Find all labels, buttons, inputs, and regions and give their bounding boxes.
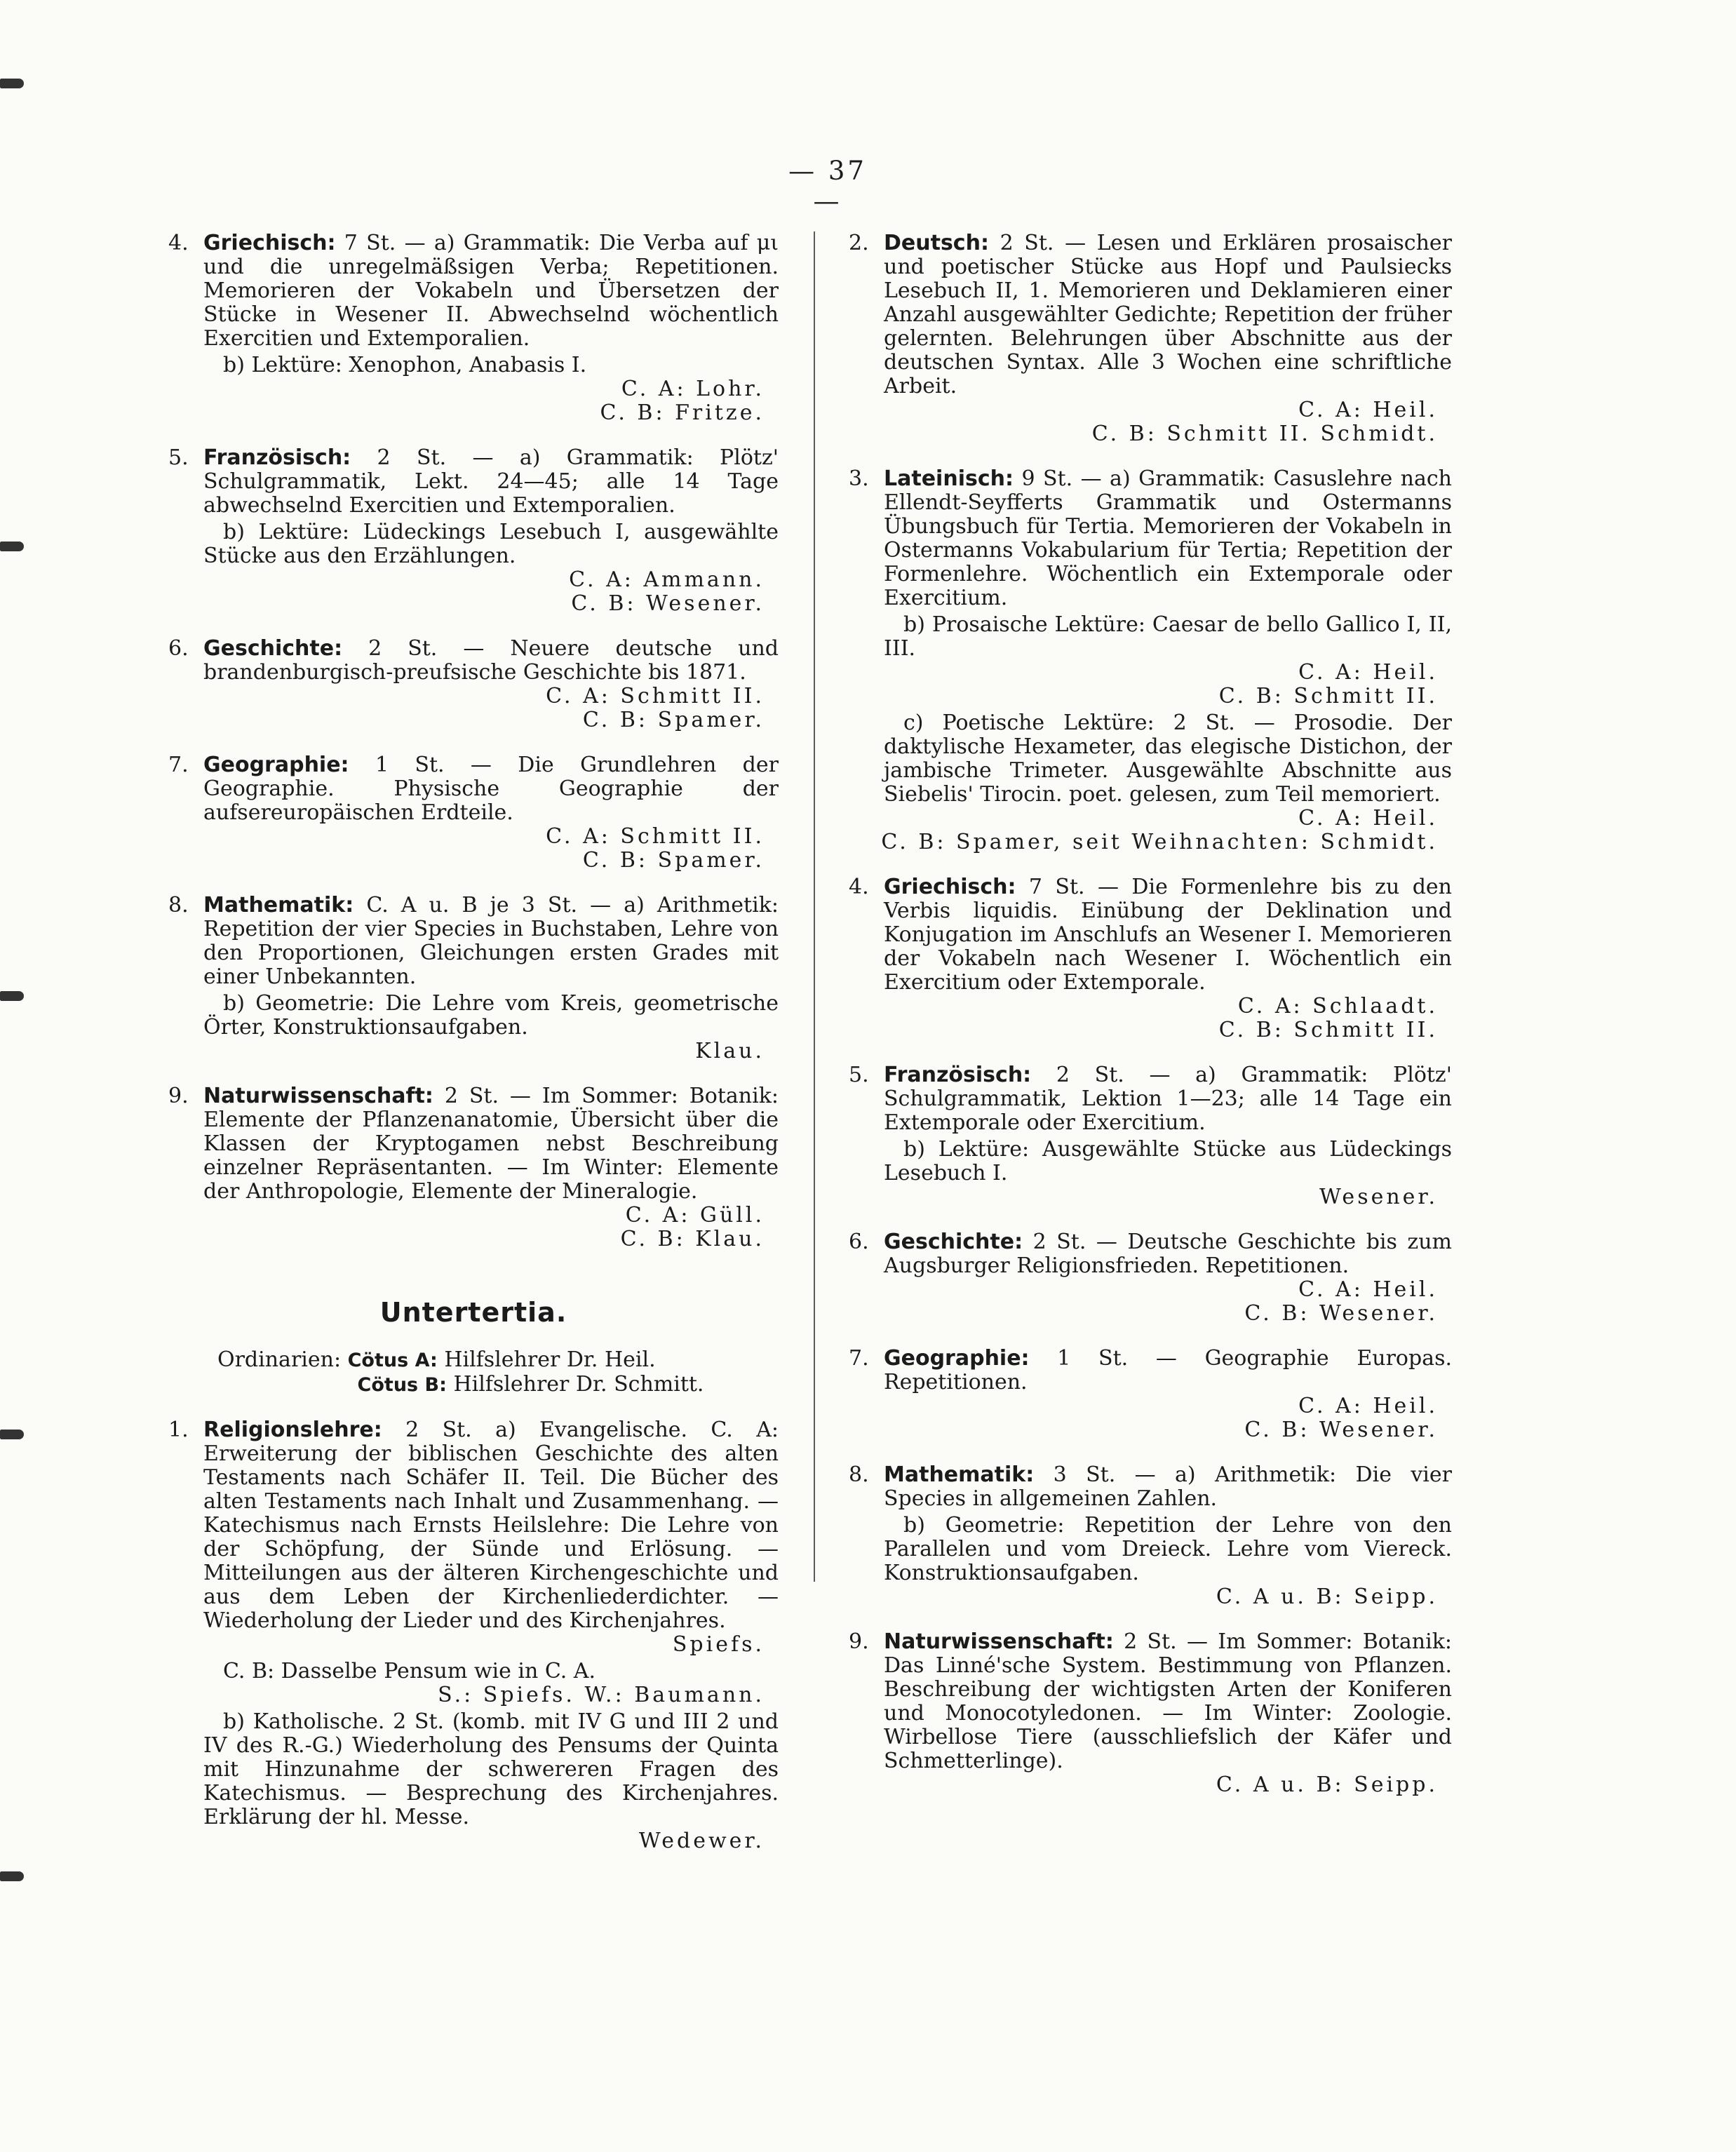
teacher-signature: C. A u. B: Seipp. (1216, 1585, 1438, 1609)
subject-entry (849, 1347, 1452, 1442)
teacher-signature: C. A: Heil. (1298, 1277, 1438, 1302)
entry-number: 1. (168, 1418, 189, 1442)
teacher-signature: C. A: Schmitt II. (546, 824, 765, 849)
left-entries (168, 231, 779, 1251)
subject-entry (168, 446, 779, 616)
entry-text: 2 St. — Deutsche Geschichte bis zum Augsburger Religionsfrieden. Repetitionen. (884, 1230, 1452, 1278)
entry-subparagraph: b) Prosaische Lektüre: Caesar de bello Gallico I, II, III. (884, 612, 1452, 661)
entry-head (849, 231, 1452, 398)
entry-subject: Geschichte: (203, 636, 343, 661)
subject-entry (849, 1230, 1452, 1326)
entry-head (849, 467, 1452, 610)
entry-head (168, 231, 779, 351)
entry-head (849, 1463, 1452, 1511)
entry-subject: Lateinisch: (884, 466, 1014, 491)
cotus-b-name: Hilfslehrer Dr. Schmitt. (453, 1372, 704, 1397)
cotus-a-label: Cötus A: (347, 1350, 438, 1371)
entry-subject: Mathematik: (203, 893, 354, 917)
page-number: — 37 — (788, 156, 867, 216)
entry-head (849, 1230, 1452, 1278)
entry-head (168, 1084, 779, 1204)
subject-entry (168, 231, 779, 425)
teacher-signature: Spiefs. (672, 1632, 765, 1657)
right-entries (849, 231, 1452, 1797)
entry-text: 7 St. — a) Grammatik: Die Verba auf μι und die unregelmäßsigen Verba; Repetitionen. Memorieren der Vokabeln und Übersetzen der Stücke in Wesener II. Abwechselnd wöchentlich Exercitien und Extemporalien. (203, 231, 779, 351)
teacher-signature: C. B: Klau. (620, 1227, 765, 1251)
entry-text: 1 St. — Geographie Europas. Repetitionen. (884, 1346, 1452, 1394)
entry-head (849, 875, 1452, 995)
ordinarien-line-b (168, 1373, 779, 1397)
entry-subject: Geschichte: (884, 1230, 1023, 1254)
entry-subparagraph: b) Lektüre: Lüdeckings Lesebuch I, ausgewählte Stücke aus den Erzählungen. (203, 520, 779, 568)
entry-subject: Geographie: (884, 1346, 1030, 1371)
entry-text: 2 St. — a) Grammatik: Plötz' Schulgrammatik, Lekt. 24—45; alle 14 Tage abwechselnd Exercitien und Extemporalien. (203, 445, 779, 518)
subject-entry (849, 1630, 1452, 1797)
entry-text: 7 St. — Die Formenlehre bis zu den Verbis liquidis. Einübung der Deklination und Konjugation im Anschlufs an Wesener I. Memorieren der Vokabeln nach Wesener I. Wöchentlich ein Exercitium oder Extemporale. (884, 875, 1452, 995)
entry-text: 2 St. — Lesen und Erklären prosaischer und poetischer Stücke aus Hopf und Paulsiecks Lesebuch II, 1. Memorieren und Deklamieren einer Anzahl ausgewählter Gedichte; Repetition der früher gelernten. Belehrungen über Abschnitte aus der deutschen Syntax. Alle 3 Wochen eine schriftliche Arbeit. (884, 231, 1452, 398)
entry-subparagraph: b) Geometrie: Die Lehre vom Kreis, geometrische Örter, Konstruktionsaufgaben. (203, 991, 779, 1040)
teacher-signature: C. B: Wesener. (571, 591, 765, 616)
binding-mark (0, 542, 24, 551)
teacher-signature: Wedewer. (638, 1829, 765, 1853)
entry-text: 2 St. a) Evangelische. C. A: Erweiterung der biblischen Geschichte des alten Testaments nach Schäfer II. Teil. Die Bücher des alten Testaments nach Inhalt und Zusammenhang. — Katechismus nach Ernsts Heilslehre: Die Lehre von der Schöpfung, der Sünde und Erlösung. — Mitteilungen aus der älteren Kirchengeschichte und aus dem Leben der Kirchenliederdichter. — Wiederholung der Lieder und des Kirchenjahres. (203, 1418, 779, 1633)
entry-text: C. A u. B je 3 St. — a) Arithmetik: Repetition der vier Species in Buchstaben, Lehre von den Proportionen, Gleichungen ersten Grades mit einer Unbekannten. (203, 893, 779, 989)
teacher-signature: C. A: Güll. (625, 1203, 765, 1228)
entry-subparagraph: b) Geometrie: Repetition der Lehre von den Parallelen und vom Dreieck. Lehre vom Viereck. Konstruktionsaufgaben. (884, 1513, 1452, 1585)
entry-subject: Griechisch: (884, 875, 1016, 899)
entry-text: 2 St. — Neuere deutsche und brandenburgisch-preufsische Geschichte bis 1871. (203, 636, 779, 685)
teacher-signature: C. A: Ammann. (569, 567, 765, 592)
teacher-signature: Wesener. (1319, 1185, 1438, 1209)
teacher-signature: C. A: Heil. (1298, 660, 1438, 685)
entry-subject: Naturwissenschaft: (203, 1084, 433, 1108)
subject-entry (849, 467, 1452, 854)
left-column (168, 231, 779, 1874)
entry-number: 5. (849, 1063, 869, 1087)
entry-number: 9. (168, 1084, 189, 1108)
subject-entry (849, 1463, 1452, 1609)
entry-head (849, 1630, 1452, 1773)
entry-number: 6. (168, 636, 189, 661)
entry-subparagraph: b) Lektüre: Ausgewählte Stücke aus Lüdeckings Lesebuch I. (884, 1137, 1452, 1185)
teacher-signature: C. B: Schmitt II. Schmidt. (1091, 422, 1438, 446)
entry-number: 8. (849, 1462, 869, 1487)
entry-subject: Griechisch: (203, 231, 336, 255)
entry-number: 6. (849, 1230, 869, 1254)
teacher-signature: C. A: Heil. (1298, 1394, 1438, 1418)
subject-entry (168, 894, 779, 1063)
teacher-signature: Klau. (695, 1039, 765, 1063)
entry-number: 5. (168, 445, 189, 470)
subject-entry (849, 875, 1452, 1042)
ordinarien-line-a (168, 1348, 779, 1373)
teacher-signature: C. A: Heil. (1298, 398, 1438, 422)
entry-number: 7. (849, 1346, 869, 1371)
teacher-signature: C. B: Wesener. (1244, 1418, 1438, 1442)
entry-head (168, 894, 779, 989)
entry-head (168, 446, 779, 518)
entry-subject: Französisch: (884, 1063, 1032, 1087)
teacher-signature: C. B: Spamer. (582, 708, 765, 732)
entry-text: 3 St. — a) Arithmetik: Die vier Species in allgemeinen Zahlen. (884, 1462, 1452, 1511)
teacher-signature: C. B: Fritze. (600, 401, 765, 425)
entry-subject: Französisch: (203, 445, 351, 470)
entry-text: 1 St. — Die Grundlehren der Geographie. Physische Geographie der aufsereuropäischen Erdteile. (203, 753, 779, 825)
entry-subparagraph: c) Poetische Lektüre: 2 St. — Prosodie. Der daktylische Hexameter, das elegische Distichon, der jambische Trimeter. Ausgewählte Abschnitte aus Siebelis' Tirocin. poet. gelesen, zum Teil memoriert. (884, 711, 1452, 807)
entry-number: 4. (168, 231, 189, 255)
teacher-signature: C. A u. B: Seipp. (1216, 1773, 1438, 1797)
right-column (849, 231, 1452, 1818)
binding-mark (0, 1430, 24, 1439)
teacher-signature: C. B: Schmitt II. (1218, 1018, 1438, 1042)
entry-number: 3. (849, 466, 869, 491)
binding-mark (0, 1871, 24, 1881)
teacher-signature: C. B: Spamer. (582, 848, 765, 873)
entry-text: 2 St. — Im Sommer: Botanik: Elemente der Pflanzenanatomie, Übersicht über die Klassen der Kryptogamen nebst Beschreibung einzelner Repräsentanten. — Im Winter: Elemente der Anthropologie, Elemente der Mineralogie. (203, 1084, 779, 1204)
entry-number: 4. (849, 875, 869, 899)
cotus-b-label: Cötus B: (357, 1374, 447, 1396)
subject-entry (849, 1063, 1452, 1209)
subject-entry (168, 753, 779, 873)
entry-number: 2. (849, 231, 869, 255)
entry-head (168, 753, 779, 825)
ordinarien-label: Ordinarien: (217, 1347, 342, 1372)
cotus-a-name: Hilfslehrer Dr. Heil. (444, 1347, 656, 1372)
teacher-signature: C. A: Schlaadt. (1237, 994, 1438, 1018)
entry-head (168, 1418, 779, 1633)
entry-head (849, 1347, 1452, 1394)
entry-subparagraph: b) Lektüre: Xenophon, Anabasis I. (223, 353, 587, 377)
entry-subparagraph: b) Katholische. 2 St. (komb. mit IV G und III 2 und IV des R.-G.) Wiederholung des Pensums der Quinta mit Hinzunahme der schwereren Fragen des Katechismus. — Besprechung des Kirchenjahres. Erklärung der hl. Messe. (203, 1709, 779, 1829)
binding-mark (0, 79, 24, 88)
column-divider (814, 231, 815, 1582)
teacher-signature: C. A: Heil. (1298, 806, 1438, 830)
entry-subject: Religionslehre: (203, 1418, 382, 1442)
entry-subparagraph: C. B: Dasselbe Pensum wie in C. A. (223, 1659, 596, 1683)
entry-number: 9. (849, 1629, 869, 1654)
entry-head (168, 637, 779, 685)
entry-religionslehre (168, 1418, 779, 1853)
teacher-signature: C. B: Wesener. (1244, 1301, 1438, 1326)
entry-text: 2 St. — a) Grammatik: Plötz' Schulgrammatik, Lektion 1—23; alle 14 Tage ein Extemporale oder Exercitium. (884, 1063, 1452, 1135)
section-title: Untertertia. (379, 1297, 567, 1328)
teacher-signature: S.: Spiefs. W.: Baumann. (438, 1683, 765, 1707)
entry-number: 8. (168, 893, 189, 917)
subject-entry (849, 231, 1452, 446)
entry-subject: Deutsch: (884, 231, 989, 255)
binding-mark (0, 991, 24, 1001)
entry-text: 2 St. — Im Sommer: Botanik: Das Linné'sche System. Bestimmung von Pflanzen. Beschreibung der wichtigsten Arten der Koniferen und Monocotyledonen. — Im Winter: Zoologie. Wirbellose Tiere (ausschliefslich der Käfer und Schmetterlinge). (884, 1629, 1453, 1773)
entry-text: 9 St. — a) Grammatik: Casuslehre nach Ellendt-Seyfferts Grammatik und Ostermanns Übungsbuch für Tertia. Memorieren der Vokabeln in Ostermanns Vokabularium für Tertia; Repetition der Formenlehre. Wöchentlich ein Extemporale oder Exercitium. (884, 466, 1452, 610)
teacher-signature: C. B: Schmitt II. (1218, 684, 1438, 708)
teacher-signature: C. A: Schmitt II. (546, 684, 765, 708)
teacher-signature: C. A: Lohr. (621, 377, 765, 401)
entry-subject: Geographie: (203, 753, 349, 777)
subject-entry (168, 637, 779, 732)
entry-number: 7. (168, 753, 189, 777)
entry-head (849, 1063, 1452, 1135)
teacher-signature: C. B: Spamer, seit Weihnachten: Schmidt. (881, 830, 1438, 854)
entry-subject: Mathematik: (884, 1462, 1035, 1487)
subject-entry (168, 1084, 779, 1251)
entry-subject: Naturwissenschaft: (884, 1629, 1114, 1654)
